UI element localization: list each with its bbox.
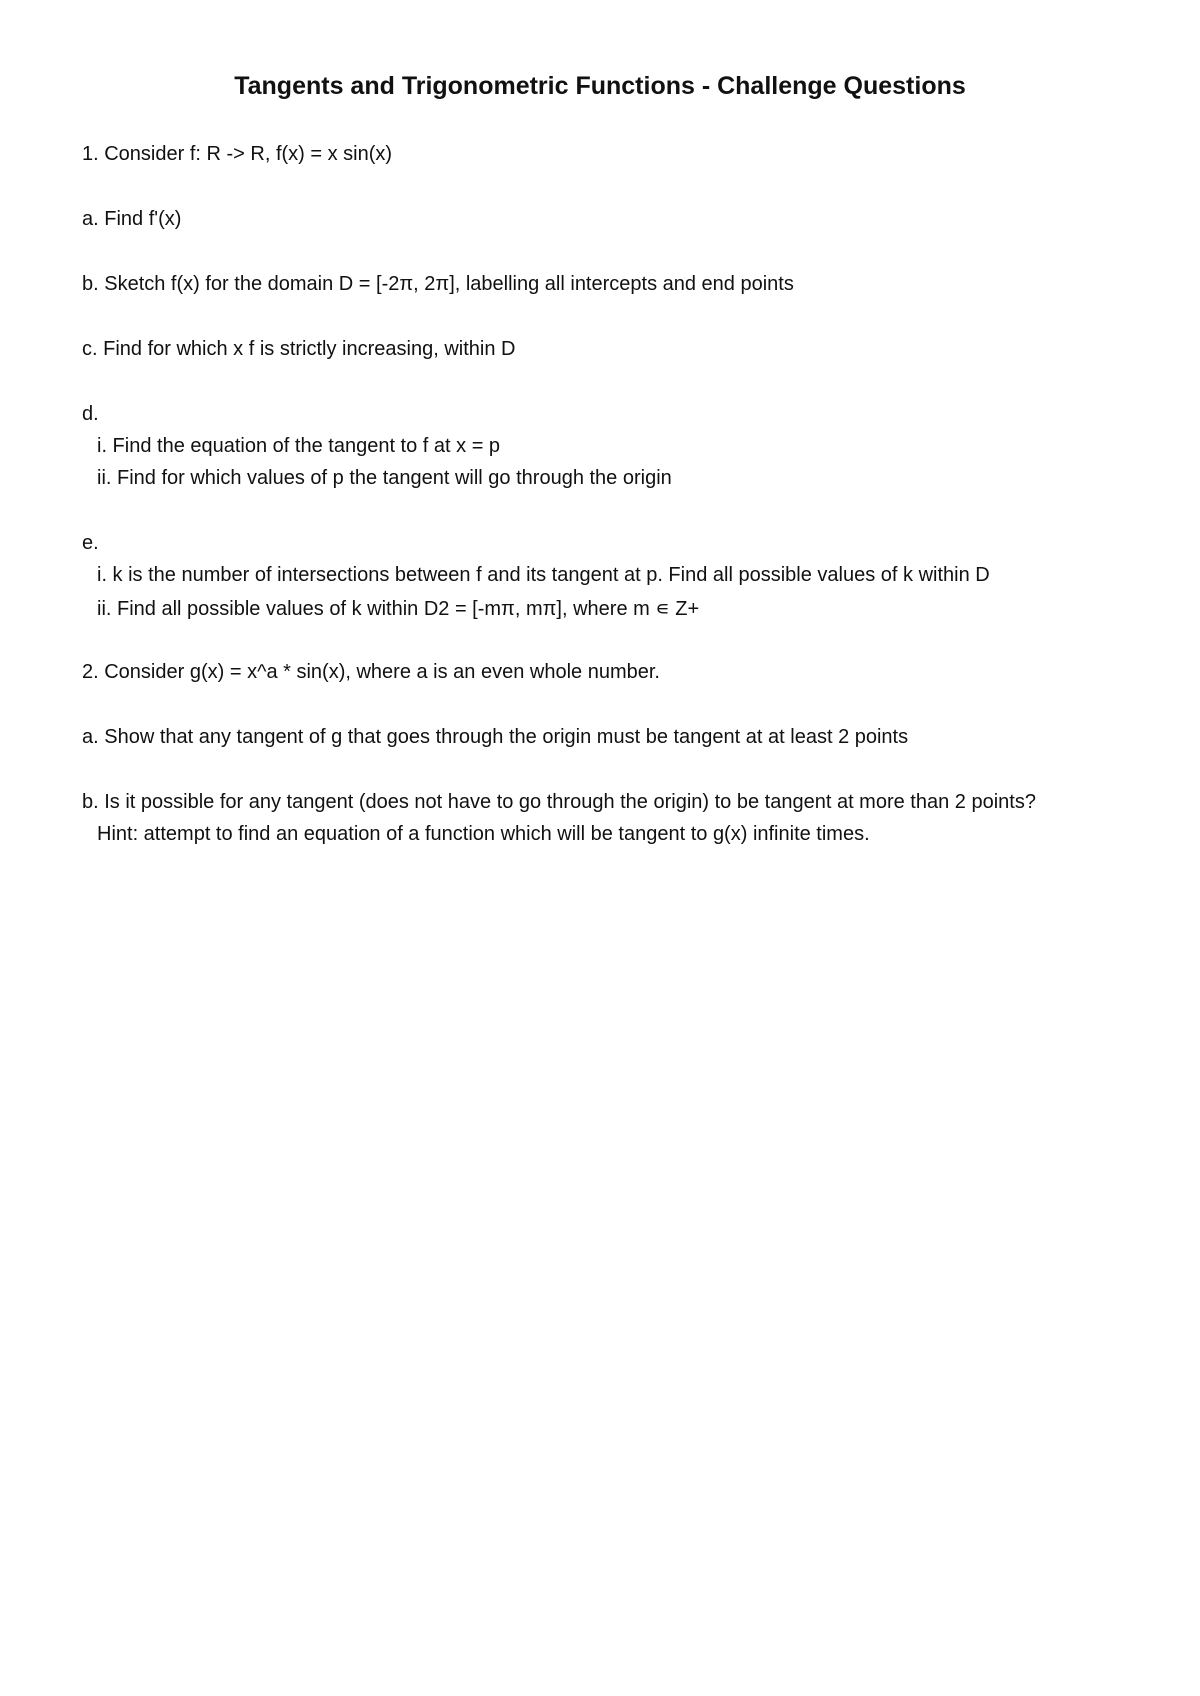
question-1a: a. Find f'(x)	[82, 208, 182, 230]
page-title: Tangents and Trigonometric Functions - Challenge Questions	[234, 72, 966, 100]
question-1-intro: 1. Consider f: R -> R, f(x) = x sin(x)	[82, 143, 393, 165]
question-1d-ii: ii. Find for which values of p the tangent will go through the origin	[97, 467, 672, 489]
question-1e-label: e.	[82, 532, 99, 554]
question-1d-label: d.	[82, 403, 99, 425]
question-2a: a. Show that any tangent of g that goes through the origin must be tangent at at least 2 points	[82, 726, 909, 748]
question-1e-i: i. k is the number of intersections between f and its tangent at p. Find all possible values of k within D	[97, 564, 990, 586]
question-1b: b. Sketch f(x) for the domain D = [-2π, 2π], labelling all intercepts and end points	[82, 273, 794, 295]
question-2-intro: 2. Consider g(x) = x^a * sin(x), where a is an even whole number.	[82, 661, 660, 683]
question-1d-i: i. Find the equation of the tangent to f at x = p	[97, 435, 501, 457]
question-2b-hint: Hint: attempt to find an equation of a function which will be tangent to g(x) infinite times.	[97, 823, 870, 845]
question-1c: c. Find for which x f is strictly increasing, within D	[82, 338, 516, 360]
question-1e-ii: ii. Find all possible values of k within D2 = [-mπ, mπ], where m ∊ Z+	[97, 598, 700, 620]
question-2b: b. Is it possible for any tangent (does not have to go through the origin) to be tangent at more than 2 points?	[82, 791, 1036, 813]
